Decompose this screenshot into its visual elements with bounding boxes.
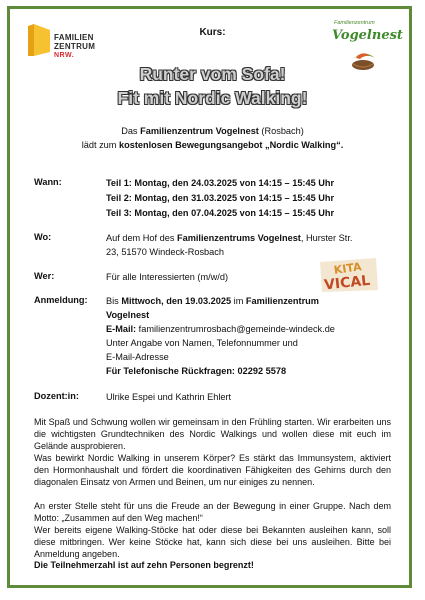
kita-vical-logo [318, 256, 380, 294]
intro-line1 [0, 124, 425, 138]
intro-text: Das [121, 126, 141, 136]
anmeldung-line-2: Vogelnest [106, 310, 150, 320]
anmeldung-line-1 [106, 295, 368, 308]
anmeldung-text: im [231, 296, 246, 306]
paragraph-3: An erster Stelle steht für uns die Freude an der Bewegung in einer Gruppe. Nach dem Motto: „Zusammen auf den Weg machen!“ [34, 501, 391, 523]
paragraph-4: Wer bereits eigene Walking-Stöcke hat oder diese bei Bekannten ausleihen kann, soll diese mitbringen. Wer keine Stöcke hat, kann sich diese bei uns ausleihen. Bitte bei Anmeldung angeben. [34, 525, 391, 559]
closing-note: Die Teilnehmerzahl ist auf zehn Personen begrenzt! [34, 560, 254, 570]
kita-logo-line1: KITA [333, 260, 363, 277]
wer-label: Wer: [34, 271, 55, 281]
logo-left-line1: FAMILIEN [54, 33, 94, 42]
logo-left-line3: NRW. [54, 52, 75, 59]
logo-right-big: Vogelnest [332, 28, 403, 43]
anmeldung-line-3 [106, 323, 368, 336]
logo-left-line2: ZENTRUM [54, 42, 96, 51]
anmeldung-line-4: Unter Angabe von Namen, Telefonnummer und [106, 338, 298, 348]
wann-line-3: Teil 3: Montag, den 07.04.2025 von 14:15 – 15:45 Uhr [106, 208, 335, 218]
kurs-label: Kurs: [199, 27, 226, 38]
anmeldung-line-6: Für Telefonische Rückfragen: 02292 5578 [106, 366, 287, 376]
headline-line1: Runter vom Sofa! [139, 64, 286, 84]
paragraph-2: Was bewirkt Nordic Walking in unserem Körper? Es stärkt das Immunsystem, aktiviert den Hormonhaushalt und fördert die koordinativen Fähigkeiten des Gehirns durch den diagonalen Einsatz von Armen und Beinen, um nur einiges zu nennen. [34, 453, 391, 487]
kita-logo-line2: VICAL [323, 272, 371, 294]
wann-line-1: Teil 1: Montag, den 24.03.2025 von 14:15 – 15:45 Uhr [106, 178, 335, 188]
anmeldung-label: Anmeldung: [34, 295, 88, 305]
intro-line2 [0, 138, 425, 152]
wer-text: Für alle Interessierten (m/w/d) [106, 272, 229, 282]
intro-text: Familienzentrum Vogelnest [140, 126, 259, 136]
dozent-label: Dozent:in: [34, 391, 79, 401]
paragraph-1: Mit Spaß und Schwung wollen wir gemeinsam in den Frühling starten. Wir erarbeiten uns die wichtigsten Grundtechniken des Nordic Walkings und wollen diese mit euch im Gelände ausprobieren. [34, 417, 391, 451]
wo-line-2: 23, 51570 Windeck-Rosbach [106, 247, 224, 257]
wann-line-2: Teil 2: Montag, den 31.03.2025 von 14:15 – 15:45 Uhr [106, 193, 335, 203]
wann-label: Wann: [34, 177, 62, 187]
anmeldung-text: Familienzentrum [245, 296, 319, 306]
intro-text: lädt zum [81, 140, 119, 150]
headline-line2: Fit mit Nordic Walking! [117, 88, 308, 108]
anmeldung-email: familienzentrumrosbach@gemeinde-windeck.de [136, 324, 335, 334]
anmeldung-text: Bis [106, 296, 122, 306]
anmeldung-line-5: E-Mail-Adresse [106, 352, 169, 362]
logo-right-small: Familienzentrum [334, 20, 375, 26]
intro-text: (Rosbach) [258, 126, 304, 136]
anmeldung-text: E-Mail: [106, 324, 137, 334]
dozent-text: Ulrike Espei und Kathrin Ehlert [106, 392, 232, 402]
wo-text: Auf dem Hof des [106, 233, 177, 243]
anmeldung-text: Mittwoch, den 19.03.2025 [121, 296, 232, 306]
wo-text: Familienzentrums Vogelnest [176, 233, 301, 243]
intro-text: kostenlosen Bewegungsangebot „Nordic Walking“. [119, 140, 344, 150]
wo-text: , Hurster Str. [300, 233, 353, 243]
wo-line-1 [106, 232, 368, 245]
wo-label: Wo: [34, 232, 52, 242]
